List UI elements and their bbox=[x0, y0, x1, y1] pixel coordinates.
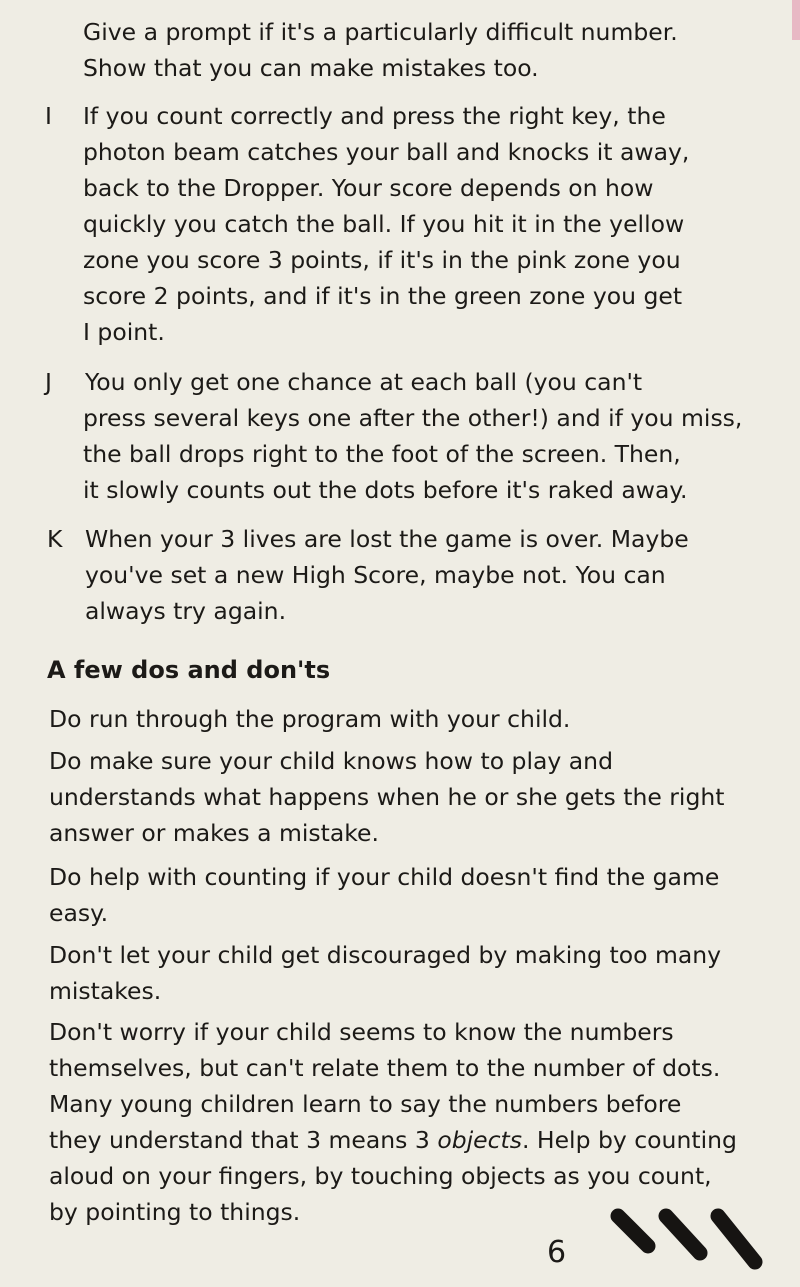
dos-line: answer or makes a mistake. bbox=[49, 819, 379, 847]
item-i-line: I point. bbox=[83, 318, 165, 346]
intro-line: Give a prompt if it's a particularly difficult number. bbox=[83, 18, 678, 46]
dos-line-with-emphasis bbox=[49, 1126, 737, 1154]
item-j-line: it slowly counts out the dots before it's raked away. bbox=[83, 476, 688, 504]
dos-line: understands what happens when he or she gets the right bbox=[49, 783, 725, 811]
dos-line: themselves, but can't relate them to the number of dots. bbox=[49, 1054, 721, 1082]
dos-line: aloud on your fingers, by touching objects as you count, bbox=[49, 1162, 712, 1190]
dos-line: mistakes. bbox=[49, 977, 162, 1005]
dos-line: Don't let your child get discouraged by making too many bbox=[49, 941, 722, 969]
item-i-line: quickly you catch the ball. If you hit it in the yellow bbox=[83, 210, 685, 238]
item-marker-i: I bbox=[45, 102, 52, 130]
item-i-line: If you count correctly and press the right key, the bbox=[83, 102, 666, 130]
item-i-line: photon beam catches your ball and knocks it away, bbox=[83, 138, 690, 166]
item-k-line: When your 3 lives are lost the game is over. Maybe bbox=[85, 525, 689, 553]
dos-line: Do help with counting if your child doesn't find the game bbox=[49, 863, 720, 891]
item-i-line: back to the Dropper. Your score depends on how bbox=[83, 174, 654, 202]
dos-line: Do run through the program with your child. bbox=[49, 705, 571, 733]
dos-text: . Help by counting bbox=[521, 1126, 737, 1154]
decorative-stripes-icon bbox=[600, 1198, 770, 1278]
section-heading: A few dos and don'ts bbox=[47, 656, 331, 684]
item-i-line: score 2 points, and if it's in the green zone you get bbox=[83, 282, 683, 310]
dos-line: Do make sure your child knows how to play and bbox=[49, 747, 613, 775]
item-k-line: always try again. bbox=[85, 597, 287, 625]
item-marker-k: K bbox=[47, 525, 63, 553]
dos-line: by pointing to things. bbox=[49, 1198, 301, 1226]
item-marker-j: J bbox=[45, 368, 52, 396]
dos-line: Don't worry if your child seems to know the numbers bbox=[49, 1018, 674, 1046]
item-j-line: You only get one chance at each ball (you can't bbox=[85, 368, 643, 396]
emphasis-text: objects bbox=[437, 1126, 522, 1154]
item-i-line: zone you score 3 points, if it's in the pink zone you bbox=[83, 246, 681, 274]
intro-line: Show that you can make mistakes too. bbox=[83, 54, 539, 82]
dos-line: Many young children learn to say the numbers before bbox=[49, 1090, 682, 1118]
dos-text: they understand that 3 means 3 bbox=[49, 1126, 438, 1154]
page-number: 6 bbox=[547, 1235, 567, 1270]
dos-line: easy. bbox=[49, 899, 109, 927]
item-k-line: you've set a new High Score, maybe not. You can bbox=[85, 561, 666, 589]
item-j-line: press several keys one after the other!) and if you miss, bbox=[83, 404, 743, 432]
item-j-line: the ball drops right to the foot of the screen. Then, bbox=[83, 440, 681, 468]
pink-corner-mark bbox=[792, 0, 800, 40]
